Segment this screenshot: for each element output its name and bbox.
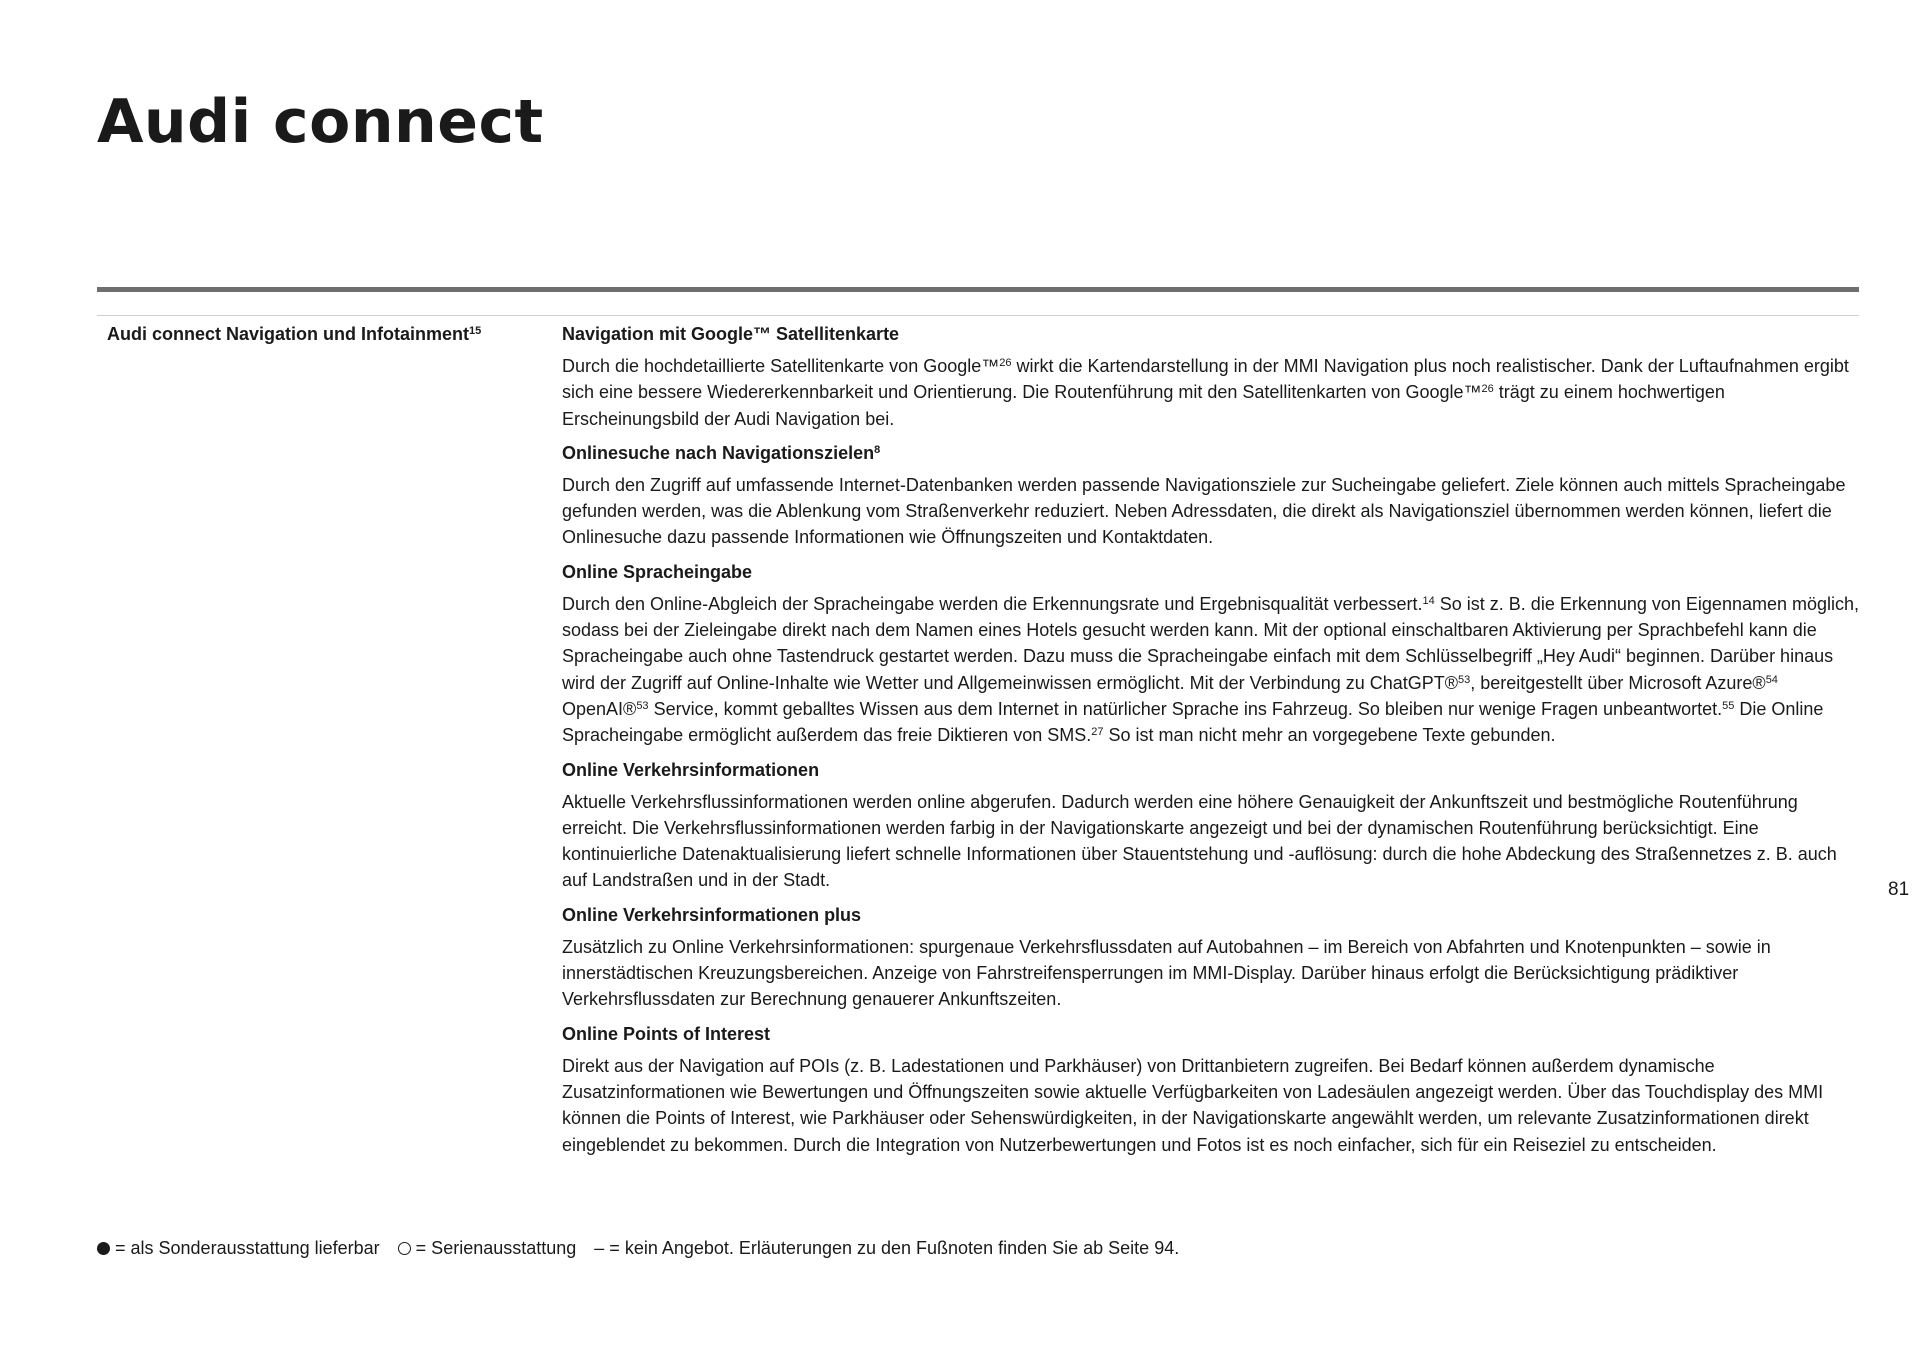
- section-body: [562, 1053, 1862, 1158]
- body-text: So ist z. B. die Erkennung von Eigennamen möglich, sodass bei der Zieleingabe direkt nach dem Namen eines Hotels gesucht werden kann. Mit der optional einschaltbaren Aktivierung per Sprachbefehl kann die Spracheingabe auch ohne Tastendruck gestartet werden. Dazu muss die Spracheingabe einfach mit dem Schlüsselbegriff „Hey Audi“ beginnen. Darüber hinaus wird der Zugriff auf Online-Inhalte wie Wetter und Allgemeinwissen ermöglicht. Mit der Verbindung zu ChatGPT®: [562, 593, 1860, 693]
- footnote-ref: 27: [1091, 726, 1104, 739]
- section-body: [562, 591, 1862, 749]
- section-heading-text: Navigation mit Google™ Satellitenkarte: [562, 324, 900, 344]
- body-text: Durch den Zugriff auf umfassende Internet-Datenbanken werden passende Navigationsziele zur Sucheingabe geliefert. Ziele können auch mittels Spracheingabe gefunden werden, was die Ablenkung vom Straßenverkehr reduziert. Neben Adressdaten, die direkt als Navigationsziel übernommen werden können, liefert die Onlinesuche dazu passende Informationen wie Öffnungszeiten und Kontaktdaten.: [562, 474, 1846, 548]
- body-text: So ist man nicht mehr an vorgegebene Texte gebunden.: [1103, 725, 1556, 746]
- body-text: Zusätzlich zu Online Verkehrsinformationen: spurgenaue Verkehrsflussdaten auf Autobahnen – im Bereich von Abfahrten und Knotenpunkten – sowie in innerstädtischen Kreuzungsbereichen. Anzeige von Fahrstreifensperrungen im MMI-Display. Darüber hinaus erfolgt die Berücksichtigung prädiktiver Verkehrsflussdaten zur Berechnung genauerer Ankunftszeiten.: [562, 936, 1771, 1010]
- row-label-footnote: 15: [469, 325, 482, 337]
- table-top-rule: [97, 287, 1859, 292]
- section-heading: [562, 1022, 1862, 1046]
- body-text: Direkt aus der Navigation auf POIs (z. B. Ladestationen und Parkhäuser) von Drittanbietern zugreifen. Bei Bedarf können außerdem dynamische Zusatzinformationen wie Bewertungen und Öffnungszeiten sowie aktuelle Verfügbarkeiten von Ladesäulen angezeigt werden. Über das Touchdisplay des MMI können die Points of Interest, wie Parkhäuser oder Sehenswürdigkeiten, in der Navigationskarte angewählt werden, um relevante Zusatzinformationen direkt eingeblendet zu bekommen. Durch die Integration von Nutzerbewertungen und Fotos ist es noch einfacher, sich für ein Reiseziel zu entscheiden.: [562, 1055, 1824, 1155]
- footnote-ref: 26: [1481, 383, 1494, 396]
- legend-standard: [398, 1236, 577, 1260]
- legend-standard-label: = Serienausstattung: [415, 1238, 577, 1258]
- footnote-ref: 54: [1765, 673, 1778, 686]
- table-row-divider: [97, 315, 1859, 316]
- heading-footnote: 8: [874, 443, 881, 456]
- section-heading-text: Onlinesuche nach Navigationszielen: [562, 442, 875, 463]
- page-number: 81: [1888, 879, 1910, 900]
- body-text: Durch die hochdetaillierte Satellitenkarte von Google™: [562, 356, 1000, 376]
- row-label-text: Audi connect Navigation und Infotainment: [107, 324, 469, 344]
- footnote-ref: 53: [636, 699, 649, 712]
- body-text: Die Online Spracheingabe ermöglicht außerdem das freie Diktieren von SMS.: [562, 698, 1824, 746]
- footnote-ref: 55: [1722, 699, 1735, 712]
- section-body: [562, 472, 1862, 551]
- legend: [97, 1236, 1179, 1260]
- filled-circle-icon: [97, 1242, 110, 1255]
- body-text: wirkt die Kartendarstellung in der MMI Navigation plus noch realistischer. Dank der Luftaufnahmen ergibt sich eine bessere Wiedererkennbarkeit und Orientierung. Die Routenführung mit den Satellitenkarten von Google™: [562, 356, 1849, 403]
- feature-descriptions: [562, 322, 1862, 1167]
- section-heading: [562, 758, 1862, 782]
- footnote-ref: 26: [999, 357, 1012, 369]
- body-text: , bereitgestellt über Microsoft Azure®: [1470, 672, 1766, 693]
- section-body: [562, 789, 1862, 894]
- section-heading: [562, 322, 1862, 346]
- body-text: Aktuelle Verkehrsflussinformationen werden online abgerufen. Dadurch werden eine höhere Genauigkeit der Ankunftszeit und bestmögliche Routenführung erreicht. Die Verkehrsflussinformationen werden farbig in der Navigationskarte angezeigt und bei der dynamischen Routenführung berücksichtigt. Eine kontinuierliche Datenaktualisierung liefert schnelle Informationen über Stauentstehung und -auflösung: durch die hohe Abdeckung des Straßennetzes z. B. auch auf Landstraßen und in der Stadt.: [562, 791, 1837, 891]
- page-title: Audi connect: [97, 87, 544, 157]
- legend-optional: [97, 1236, 380, 1260]
- section-heading-text: Online Verkehrsinformationen plus: [562, 904, 862, 925]
- section-heading: [562, 560, 1862, 584]
- section-heading-text: Online Spracheingabe: [562, 561, 753, 582]
- footnote-ref: 53: [1458, 673, 1471, 686]
- legend-none: [594, 1236, 1179, 1260]
- open-circle-icon: [398, 1242, 411, 1255]
- section-heading: [562, 441, 1862, 465]
- body-text: OpenAI®: [562, 698, 637, 719]
- body-text: trägt zu einem hochwertigen Erscheinungsbild der Audi Navigation bei.: [562, 382, 1725, 429]
- row-label: [107, 322, 547, 346]
- section-heading-text: Online Points of Interest: [562, 1023, 771, 1044]
- section-body: [562, 353, 1862, 432]
- body-text: Service, kommt geballtes Wissen aus dem Internet in natürlicher Sprache ins Fahrzeug. So bleiben nur wenige Fragen unbeantwortet.: [648, 698, 1723, 719]
- section-heading: [562, 903, 1862, 927]
- footnote-ref: 14: [1422, 594, 1435, 607]
- section-body: [562, 934, 1862, 1013]
- legend-optional-label: = als Sonderausstattung lieferbar: [115, 1238, 380, 1258]
- body-text: Durch den Online-Abgleich der Spracheingabe werden die Erkennungsrate und Ergebnisqualität verbessert.: [562, 593, 1423, 614]
- legend-none-label: – = kein Angebot. Erläuterungen zu den Fußnoten finden Sie ab Seite 94.: [594, 1238, 1180, 1258]
- section-heading-text: Online Verkehrsinformationen: [562, 759, 820, 780]
